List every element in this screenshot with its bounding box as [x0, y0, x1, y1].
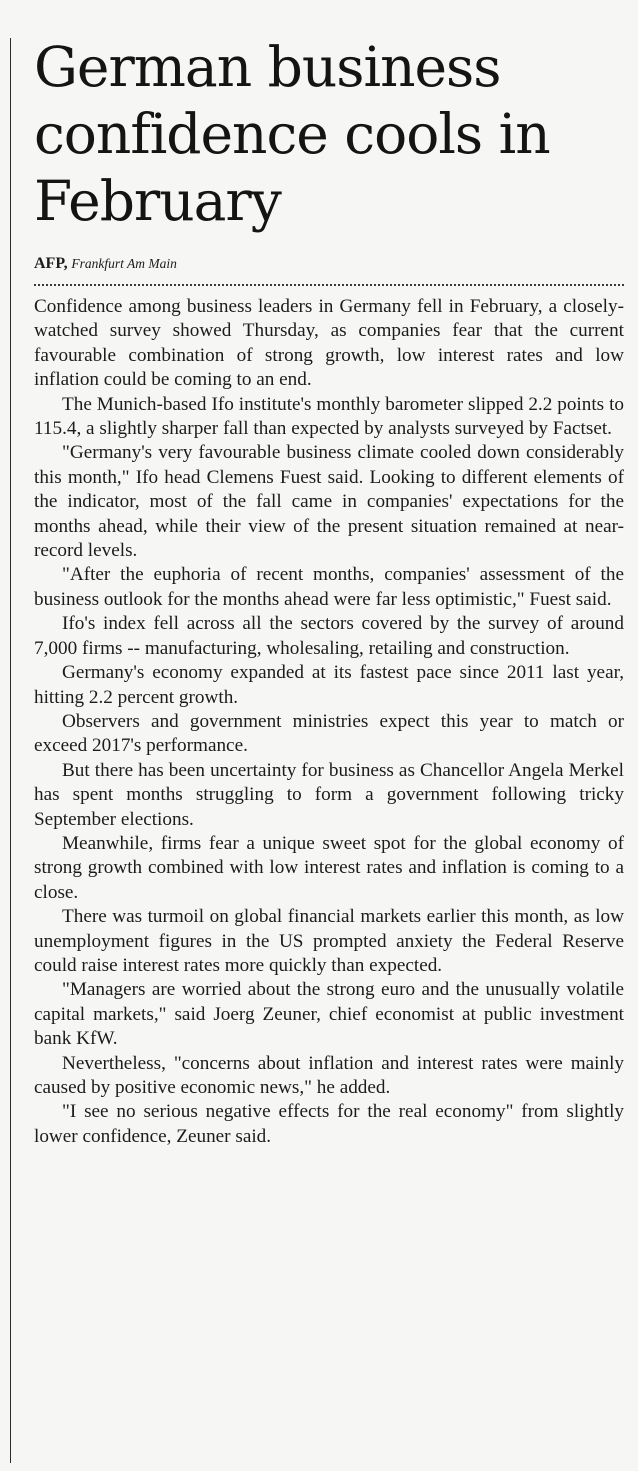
article-paragraph: Meanwhile, firms fear a unique sweet spot for the global economy of strong growth combined with low interest rates and inflation is coming to a close. [34, 832, 624, 903]
article-paragraph: "I see no serious negative effects for the real economy" from slightly lower confidence, Zeuner said. [34, 1101, 624, 1147]
news-article [34, 34, 624, 1149]
article-paragraph: "Germany's very favourable business climate cooled down considerably this month," Ifo head Clemens Fuest said. Looking to different elements of the indicator, most of the fall came in companies' expectations for the months ahead, while their view of the present situation remained at near-record levels. [34, 442, 624, 562]
article-paragraph: Ifo's index fell across all the sectors covered by the survey of around 7,000 firms -- manufacturing, wholesaling, retailing and construction. [34, 613, 624, 659]
headline: German business confidence cools in February [34, 35, 550, 233]
article-paragraph: Germany's economy expanded at its fastest pace since 2011 last year, hitting 2.2 percent growth. [34, 662, 624, 708]
dateline [34, 255, 624, 273]
article-paragraph: The Munich-based Ifo institute's monthly barometer slipped 2.2 points to 115.4, a slightly sharper fall than expected by analysts surveyed by Factset. [34, 393, 624, 440]
article-paragraph: "Managers are worried about the strong euro and the unusually volatile capital markets," said Joerg Zeuner, chief economist at public investment bank KfW. [34, 979, 624, 1050]
dateline-location: Frankfurt Am Main [71, 256, 177, 271]
article-paragraph: There was turmoil on global financial markets earlier this month, as low unemployment figures in the US prompted anxiety the Federal Reserve could raise interest rates more quickly than expected. [34, 906, 624, 976]
article-paragraph: Observers and government ministries expect this year to match or exceed 2017's performance. [34, 710, 624, 757]
article-paragraph: Nevertheless, "concerns about inflation and interest rates were mainly caused by positive economic news," he added. [34, 1052, 624, 1098]
column-rule [10, 38, 11, 1463]
article-body [34, 295, 624, 1149]
article-paragraph: "After the euphoria of recent months, companies' assessment of the business outlook for the months ahead were far less optimistic," Fuest said. [34, 564, 624, 610]
news-agency: AFP, [34, 255, 68, 272]
article-paragraph: But there has been uncertainty for business as Chancellor Angela Merkel has spent months struggling to form a government following tricky September elections. [34, 759, 624, 830]
dotted-divider [34, 284, 624, 286]
article-paragraph: Confidence among business leaders in Germany fell in February, a closely-watched survey showed Thursday, as companies fear that the current favourable combination of strong growth, low interest rates and low inflation could be coming to an end. [34, 296, 624, 391]
